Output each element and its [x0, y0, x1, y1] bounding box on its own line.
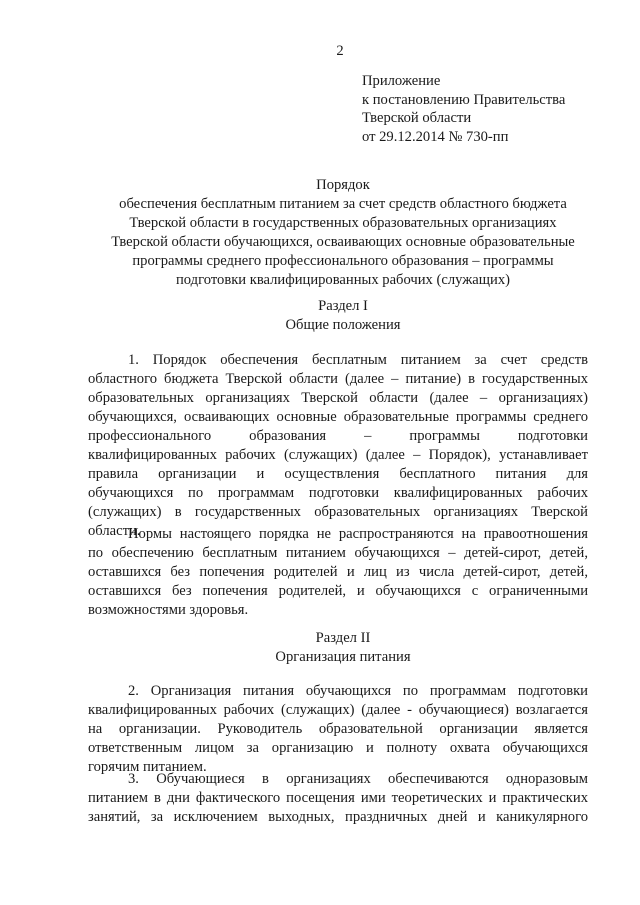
appendix-line: к постановлению Правительства	[362, 91, 566, 108]
section-2-heading	[88, 629, 598, 667]
paragraph-line: возможностями здоровья.	[88, 602, 249, 618]
paragraph-line: 3. Обучающиеся в организациях обеспечиваются одноразовым	[128, 771, 588, 787]
appendix-line: от 29.12.2014 № 730-пп	[362, 128, 509, 145]
paragraph-line: оставшихся без попечения родителей и лиц из числа детей-сирот, детей,	[88, 564, 588, 580]
paragraph-line: занятий, за исключением выходных, праздничных дней и каникулярного	[88, 809, 588, 825]
paragraph-line: областного бюджета Тверской области (далее – питание) в государственных	[88, 371, 588, 387]
paragraph-line: по обеспечению бесплатным питанием обучающихся – детей-сирот, детей,	[88, 545, 588, 561]
paragraph-line: (служащих) в государственных образовательных организациях Тверской	[88, 504, 588, 520]
paragraph-2	[88, 525, 588, 620]
document-title	[88, 176, 598, 290]
appendix-block	[362, 72, 565, 146]
paragraph-line: горячим питанием.	[88, 759, 207, 775]
paragraph-line: оставшихся без попечения родителей, и обучающихся с ограниченными	[88, 583, 588, 599]
paragraph-line: квалифицированных рабочих (служащих) (далее - обучающиеся) возлагается	[88, 702, 588, 718]
paragraph-line: профессионального образования – программы подготовки	[88, 428, 588, 444]
section-1-heading	[88, 297, 598, 335]
paragraph-line: 1. Порядок обеспечения бесплатным питанием за счет средств	[128, 352, 588, 368]
section-title: Организация питания	[275, 649, 411, 665]
appendix-line: Тверской области	[362, 110, 472, 126]
paragraph-line: на организации. Руководитель образовательной организации является	[88, 721, 588, 737]
paragraph-line: Нормы настоящего порядка не распространяются на правоотношения	[128, 526, 588, 542]
section-label: Раздел II	[315, 630, 371, 646]
paragraph-4	[88, 770, 588, 827]
paragraph-line: области.	[88, 523, 141, 539]
title-line: Тверской области в государственных образовательных организациях	[129, 215, 557, 231]
title-line: программы среднего профессионального образования – программы	[132, 253, 554, 269]
paragraph-1	[88, 351, 588, 541]
section-title: Общие положения	[285, 317, 401, 333]
section-label: Раздел I	[318, 298, 368, 314]
paragraph-line: обучающихся по программам подготовки квалифицированных рабочих	[88, 485, 588, 501]
paragraph-line: питанием в дни фактического посещения ими теоретических и практических	[88, 790, 588, 806]
title-line: подготовки квалифицированных рабочих (служащих)	[176, 272, 510, 288]
paragraph-line: ответственным лицом за организацию и полноту охвата обучающихся	[88, 740, 588, 756]
page-number: 2	[336, 43, 344, 59]
paragraph-line: правила организации и осуществления бесплатного питания для	[88, 466, 588, 482]
paragraph-3	[88, 682, 588, 777]
paragraph-line: обучающихся, осваивающих основные образовательные программы среднего	[88, 409, 588, 425]
title-line: обеспечения бесплатным питанием за счет средств областного бюджета	[119, 196, 567, 212]
paragraph-line: образовательных организациях Тверской области (далее – организациях)	[88, 390, 588, 406]
appendix-line: Приложение	[362, 73, 441, 89]
title-heading: Порядок	[316, 177, 370, 193]
title-line: Тверской области обучающихся, осваивающих основные образовательные	[111, 234, 575, 250]
paragraph-line: 2. Организация питания обучающихся по программам подготовки	[128, 683, 588, 699]
paragraph-line: квалифицированных рабочих (служащих) (далее – Порядок), устанавливает	[88, 447, 588, 463]
